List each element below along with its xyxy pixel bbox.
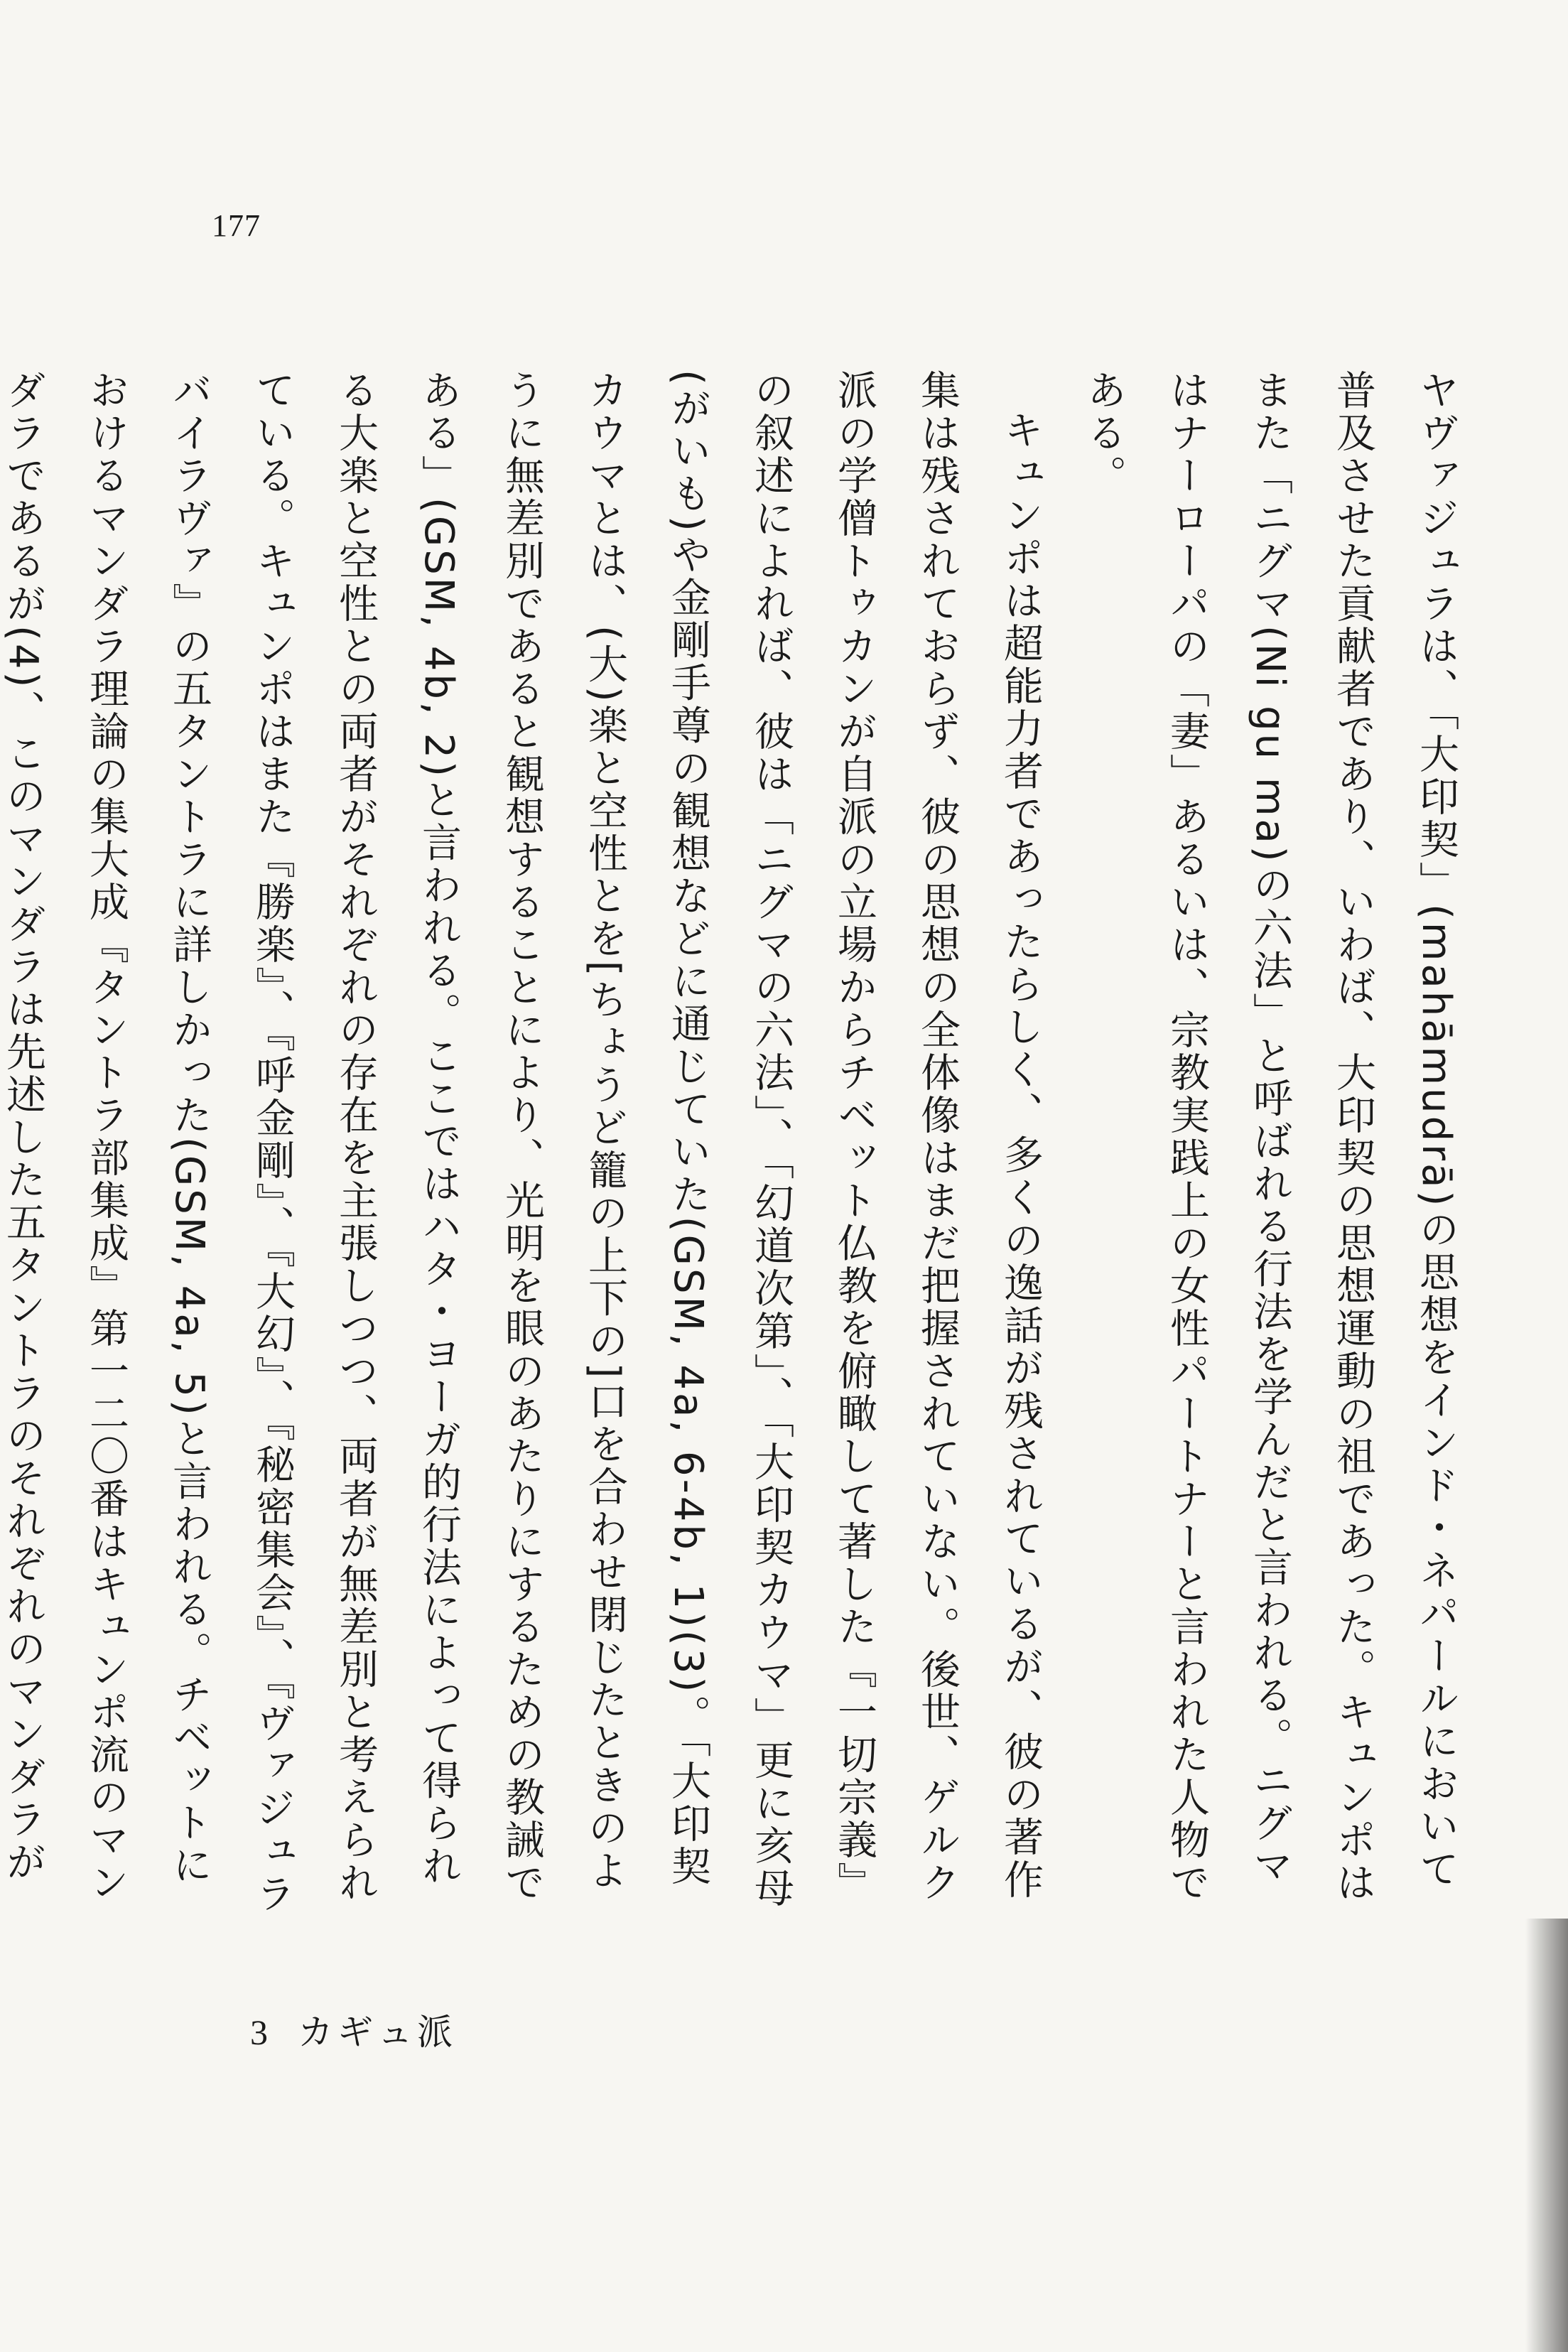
page-number: 177 [212, 208, 261, 243]
scan-edge-shadow [1525, 1919, 1568, 2352]
section-title: カギュ派 [298, 2012, 457, 2053]
paragraph-2: キュンポは超能力者であったらしく、多くの逸話が残されているが、彼の著作集は残されておらず、彼の思想の全体像はまだ把握されていない。後世、ゲルク派の学僧トゥカンが自派の立場からチベット仏教を俯瞰して著した『一切宗義』の叙述によれば、彼は「ニグマの六法」、「幻道次第」、「大印契カウマ」更に亥母(がいも)や金剛手尊の観想などに通じていた(GSM, 4a, 6-4b, 1)(3)。「大印契カウマとは、(大)楽と空性とを[ちょうど籠の上下の]口を合わせ閉じたときのように無差別であると観想することにより、光明を眼のあたりにするための教誡である」(GSM, 4b, 2)と言われる。ここではハタ・ヨーガ的行法によって得られる大楽と空性との両者がそれぞれの存在を主張しつつ、両者が無差別と考えられている。キュンポはまた『勝楽』、『呼金剛』、『大幻』、『秘密集会』、『ヴァジュラバイラヴァ』の五タントラに詳しかった(GSM, 4a, 5)と言われる。チベットにおけるマンダラ理論の集大成『タントラ部集成』第一二〇番はキュンポ流のマンダラであるが(4)、このマンダラは先述した五タントラのそれぞれのマンダラが [0, 369, 1044, 1916]
running-footer [250, 2004, 457, 2055]
paragraph-1: ヤヴァジュラは、「大印契」(mahāmudrā)の思想をインド・ネパールにおいて普及させた貢献者であり、いわば、大印契の思想運動の祖であった。キュンポはまた「ニグマ(Ni gu ma)の六法」と呼ばれる行法を学んだと言われる。ニグマはナーローパの「妻」あるいは、宗教実践上の女性パートナーと言われた人物である。 [1081, 369, 1459, 1904]
body-text [0, 369, 1478, 1919]
section-number: 3 [250, 2012, 272, 2052]
